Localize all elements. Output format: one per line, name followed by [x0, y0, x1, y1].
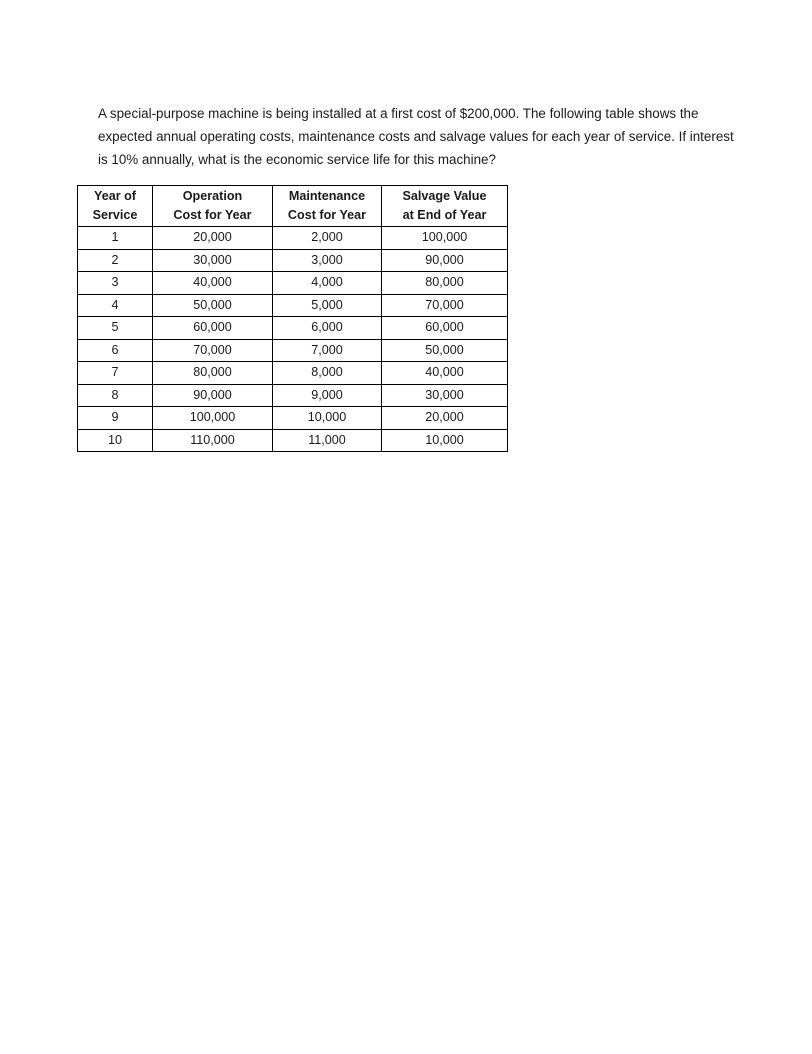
year-cell: 8 [78, 384, 153, 407]
header-line: at End of Year [402, 208, 487, 222]
header-line: Service [92, 208, 138, 222]
operation-cost-cell: 60,000 [153, 317, 273, 340]
operation-cost-cell: 80,000 [153, 362, 273, 385]
year-cell: 10 [78, 429, 153, 452]
header-line: Cost for Year [173, 208, 252, 222]
salvage-value-cell: 80,000 [382, 272, 508, 295]
table-header [78, 186, 508, 227]
maintenance-cost-cell: 2,000 [273, 227, 382, 250]
header-maintenance-cost [273, 186, 382, 227]
table-row [78, 384, 508, 407]
operation-cost-cell: 70,000 [153, 339, 273, 362]
header-line: Operation [182, 189, 243, 203]
year-cell: 5 [78, 317, 153, 340]
header-line: Salvage Value [402, 189, 487, 203]
header-salvage-value [382, 186, 508, 227]
operation-cost-cell: 110,000 [153, 429, 273, 452]
table-row [78, 272, 508, 295]
maintenance-cost-cell: 5,000 [273, 294, 382, 317]
header-operation-cost [153, 186, 273, 227]
table-row [78, 317, 508, 340]
year-cell: 7 [78, 362, 153, 385]
operation-cost-cell: 20,000 [153, 227, 273, 250]
maintenance-cost-cell: 6,000 [273, 317, 382, 340]
operation-cost-cell: 100,000 [153, 407, 273, 430]
salvage-value-cell: 10,000 [382, 429, 508, 452]
table-row [78, 227, 508, 250]
year-cell: 4 [78, 294, 153, 317]
table-row [78, 429, 508, 452]
maintenance-cost-cell: 9,000 [273, 384, 382, 407]
salvage-value-cell: 60,000 [382, 317, 508, 340]
maintenance-cost-cell: 7,000 [273, 339, 382, 362]
maintenance-cost-cell: 10,000 [273, 407, 382, 430]
operation-cost-cell: 40,000 [153, 272, 273, 295]
year-cell: 6 [78, 339, 153, 362]
salvage-value-cell: 20,000 [382, 407, 508, 430]
header-row [78, 186, 508, 227]
header-line: Maintenance [288, 189, 366, 203]
year-cell: 2 [78, 249, 153, 272]
header-line: Year of [94, 189, 136, 203]
maintenance-cost-cell: 3,000 [273, 249, 382, 272]
cost-table [77, 185, 508, 452]
year-cell: 3 [78, 272, 153, 295]
operation-cost-cell: 90,000 [153, 384, 273, 407]
table-row [78, 362, 508, 385]
salvage-value-cell: 30,000 [382, 384, 508, 407]
header-line: Cost for Year [287, 208, 367, 222]
operation-cost-cell: 30,000 [153, 249, 273, 272]
salvage-value-cell: 90,000 [382, 249, 508, 272]
salvage-value-cell: 50,000 [382, 339, 508, 362]
operation-cost-cell: 50,000 [153, 294, 273, 317]
table-row [78, 249, 508, 272]
maintenance-cost-cell: 11,000 [273, 429, 382, 452]
table-body [78, 227, 508, 452]
maintenance-cost-cell: 4,000 [273, 272, 382, 295]
salvage-value-cell: 70,000 [382, 294, 508, 317]
table-row [78, 407, 508, 430]
salvage-value-cell: 100,000 [382, 227, 508, 250]
problem-statement: A special-purpose machine is being installed at a first cost of $200,000. The following table shows the expected annual operating costs, maintenance costs and salvage values for each year of service. If interest is 10% annually, what is the economic service life for this machine? [98, 106, 734, 167]
table-row [78, 294, 508, 317]
header-year-of-service [78, 186, 153, 227]
maintenance-cost-cell: 8,000 [273, 362, 382, 385]
year-cell: 1 [78, 227, 153, 250]
table-row [78, 339, 508, 362]
salvage-value-cell: 40,000 [382, 362, 508, 385]
year-cell: 9 [78, 407, 153, 430]
